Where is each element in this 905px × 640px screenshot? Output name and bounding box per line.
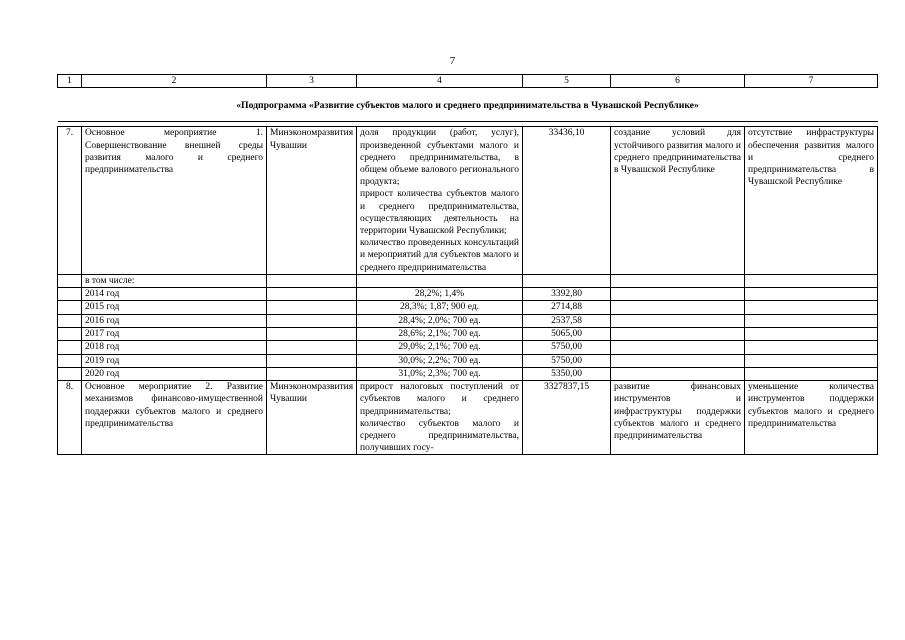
table-row-7 — [58, 127, 878, 274]
event-cell: Основное мероприятие 1. Совершенствование внешней среды развития малого и среднего предпринимательства — [82, 127, 267, 274]
risk-cell: уменьшение количества инструментов поддержки субъектов малого и среднего предпринимательства — [745, 381, 878, 455]
amount-cell: 3327837,15 — [523, 381, 611, 455]
year-amount: 2714,88 — [523, 301, 611, 314]
year-amount: 3392,80 — [523, 288, 611, 301]
including-row — [58, 274, 878, 287]
subprogram-title: «Подпрограмма «Развитие субъектов малого и среднего предпринимательства в Чувашской Республике» — [58, 88, 878, 122]
year-values: 29,0%; 2,1%; 700 ед. — [357, 341, 523, 354]
event-cell: Основное мероприятие 2. Развитие механизмов финансово-имущественной поддержки субъектов малого и среднего предпринимательства — [82, 381, 267, 455]
year-amount: 2537,58 — [523, 314, 611, 327]
column-number: 3 — [267, 75, 357, 88]
result-cell: создание условий для устойчивого развития малого и среднего предпринимательства в Чувашской Республике — [611, 127, 745, 274]
indicators-cell — [357, 127, 523, 274]
year-label: 2017 год — [82, 328, 267, 341]
year-label: 2015 год — [82, 301, 267, 314]
amount-cell: 33436,10 — [523, 127, 611, 274]
year-values: 28,6%; 2,1%; 700 ед. — [357, 328, 523, 341]
risk-cell: отсутствие инфраструктуры обеспечения развития малого и среднего предпринимательства в Чувашской Республике — [745, 127, 878, 274]
result-cell: развитие финансовых инструментов и инфраструктуры поддержки субъектов малого и среднего предпринимательства — [611, 381, 745, 455]
year-values: 28,4%; 2,0%; 700 ед. — [357, 314, 523, 327]
column-number: 6 — [611, 75, 745, 88]
year-label: 2018 год — [82, 341, 267, 354]
year-row — [58, 301, 878, 314]
year-label: 2014 год — [82, 288, 267, 301]
column-number: 5 — [523, 75, 611, 88]
year-label: 2020 год — [82, 367, 267, 380]
program-table — [57, 74, 878, 455]
year-values: 28,2%; 1,4% — [357, 288, 523, 301]
executor-cell: Минэкономразвития Чувашии — [267, 127, 357, 274]
year-amount: 5065,00 — [523, 328, 611, 341]
indicators-cell — [357, 381, 523, 455]
subprogram-title-row — [58, 88, 878, 122]
year-row — [58, 314, 878, 327]
year-amount: 5350,00 — [523, 367, 611, 380]
column-number: 4 — [357, 75, 523, 88]
year-amount: 5750,00 — [523, 341, 611, 354]
year-values: 31,0%; 2,3%; 700 ед. — [357, 367, 523, 380]
year-row — [58, 354, 878, 367]
including-label: в том числе: — [82, 274, 267, 287]
year-row — [58, 341, 878, 354]
indicator-text: прирост количества субъектов малого и среднего предпринимательства, осуществляющих деятельность на территории Чувашской Республики; — [360, 189, 519, 237]
year-amount: 5750,00 — [523, 354, 611, 367]
column-number: 7 — [745, 75, 878, 88]
year-row — [58, 328, 878, 341]
indicator-text: количество субъектов малого и среднего предпринимательства, получивших госу- — [360, 418, 519, 454]
year-row — [58, 288, 878, 301]
row-number: 7. — [58, 127, 82, 274]
year-values: 30,0%; 2,2%; 700 ед. — [357, 354, 523, 367]
column-number-row — [58, 75, 878, 88]
year-label: 2019 год — [82, 354, 267, 367]
year-values: 28,3%; 1,87; 900 ед. — [357, 301, 523, 314]
executor-cell: Минэкономразвития Чувашии — [267, 381, 357, 455]
indicator-text: прирост налоговых поступлений от субъектов малого и среднего предпринимательства; — [360, 382, 519, 417]
row-number: 8. — [58, 381, 82, 455]
column-number: 2 — [82, 75, 267, 88]
year-row — [58, 367, 878, 380]
year-label: 2016 год — [82, 314, 267, 327]
indicator-text: доля продукции (работ, услуг), произведенной субъектами малого и среднего предпринимательства, в общем объеме валового регионального продукта; — [360, 128, 519, 188]
table-row-8 — [58, 381, 878, 455]
column-number: 1 — [58, 75, 82, 88]
page-number: 7 — [449, 55, 456, 67]
indicator-text: количество проведенных консультаций и мероприятий для субъектов малого и среднего предпринимательства — [360, 238, 519, 273]
